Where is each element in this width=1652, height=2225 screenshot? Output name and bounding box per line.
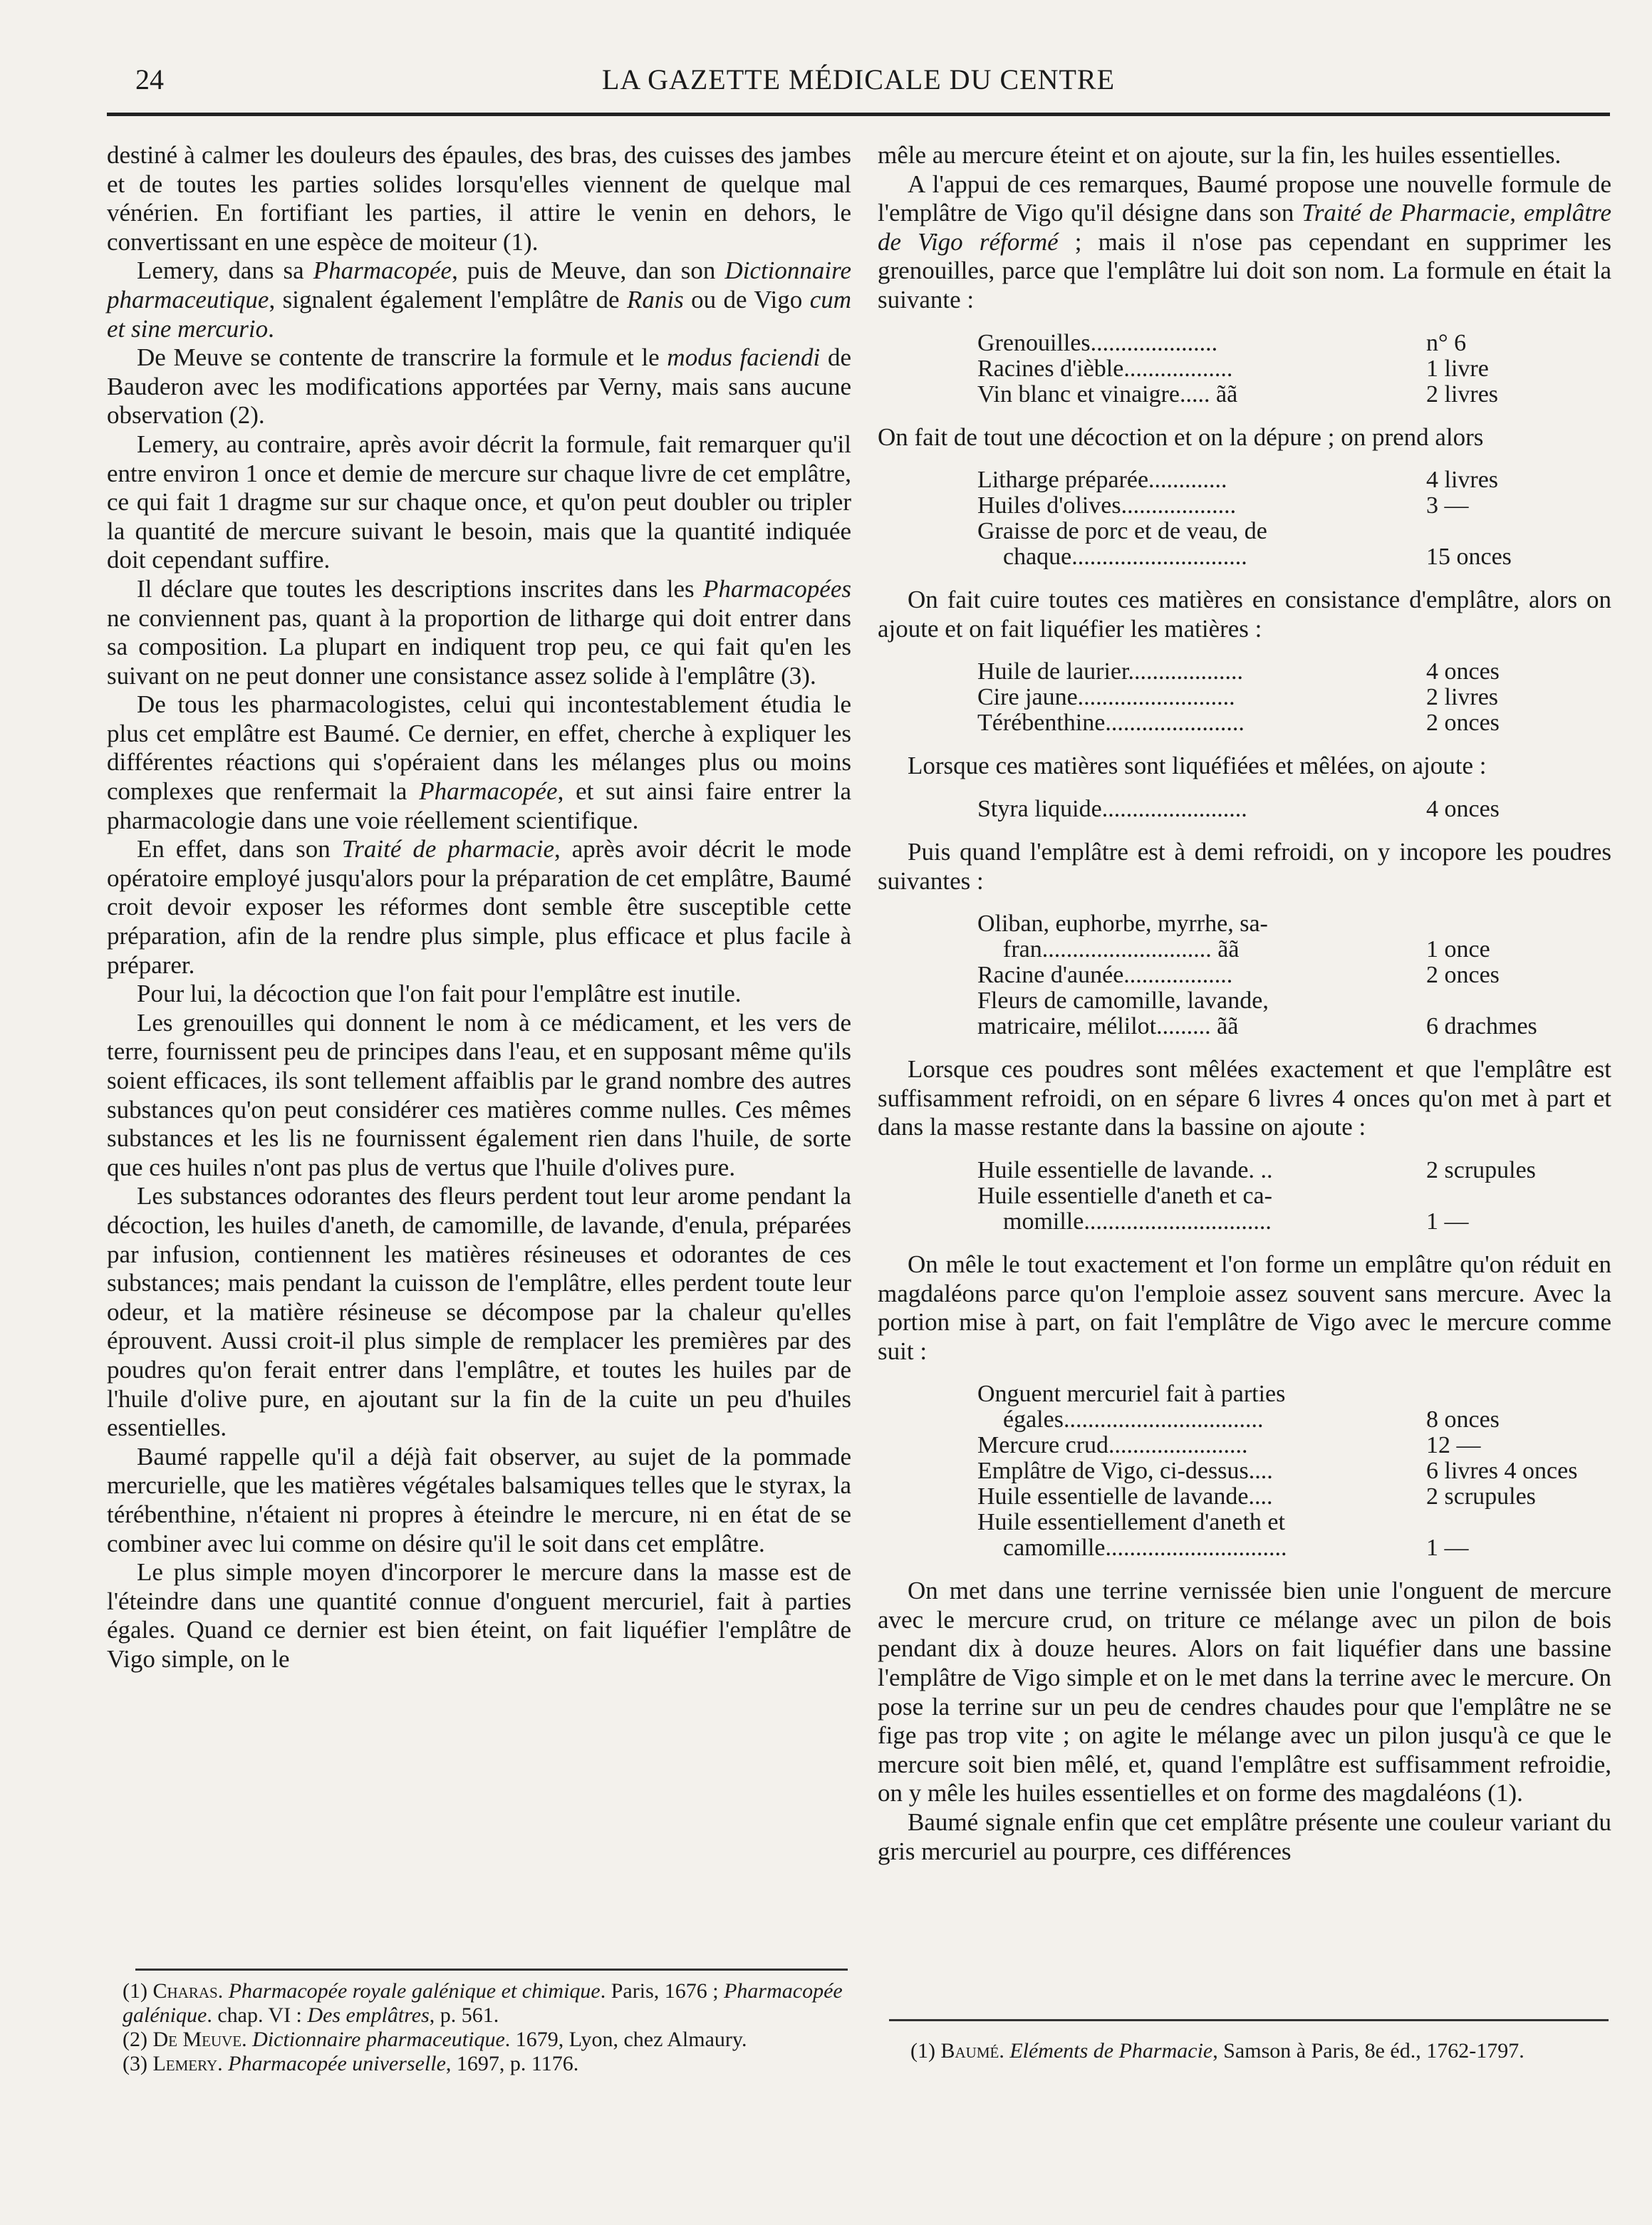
right-line-2: On fait cuire toutes ces matières en consistance d'emplâtre, alors on ajoute et on fait liquéfier les matières : [878, 586, 1611, 643]
recipe-row: Racine d'aunée.................. 2 onces [977, 962, 1500, 989]
recipe-block-2 [878, 467, 1611, 570]
left-footnote-rule [135, 1969, 848, 1971]
recipe-row: Onguent mercuriel fait à parties [977, 1381, 1286, 1408]
left-footnotes [123, 1979, 853, 2076]
recipe-row: Grenouilles..................... n° 6 [977, 329, 1467, 356]
footnote-1: (1) Charas. Pharmacopée royale galénique et chimique. Paris, 1676 ; Pharmacopée galénique. chap. VI : Des emplâtres, p. 561. [123, 1979, 843, 2027]
recipe-row: Styra liquide........................ 4 onces [977, 795, 1500, 822]
right-line-5: Lorsque ces poudres sont mêlées exactement et que l'emplâtre est suffisamment refroidi, on en sépare 6 livres 4 onces qu'on met à part et dans la masse restante dans la bassine on ajoute : [878, 1055, 1611, 1141]
recipe-row: camomille.............................. 1 — [1003, 1535, 1469, 1562]
page-number: 24 [135, 63, 164, 95]
recipe-row: Cire jaune.......................... 2 livres [977, 684, 1499, 711]
recipe-row: Fleurs de camomille, lavande, [977, 987, 1269, 1015]
recipe-row: Mercure crud....................... 12 — [977, 1432, 1481, 1459]
recipe-row: fran............................ ãã 1 once [1003, 936, 1490, 963]
footnote-2: (2) De Meuve. Dictionnaire pharmaceutique. 1679, Lyon, chez Almaury. [123, 2028, 747, 2051]
left-paragraph-4: Lemery, au contraire, après avoir décrit la formule, fait remarquer qu'il entre environ 1 once et demie de mercure sur chaque livre de cet emplâtre, ce qui fait 1 dragme sur sur chaque once, et qu'on peut doubler ou tripler la quantité de mercure suivant le besoin, mais que la quantité indiquée doit cependant suffire. [107, 430, 851, 574]
recipe-row: Huiles d'olives................... 3 — [977, 492, 1469, 519]
recipe-row: Huile essentielle de lavande. .. 2 scrupules [977, 1156, 1536, 1183]
recipe-row: Huile essentielle de lavande.... 2 scrupules [977, 1483, 1536, 1510]
recipe-block-3 [878, 659, 1611, 736]
left-paragraph-9: Les grenouilles qui donnent le nom à ce médicament, et les vers de terre, fournissent peu de principes dans l'eau, et en supposant même qu'ils soient efficaces, ils sont tellement affaiblis par le grand nombre des autres substances qu'on peut considérer ces matières comme nulles. Ces mêmes substances et les lis ne fournissent également rien dans l'huile, de sorte que ces huiles n'ont pas plus de vertus que l'huile d'olives pure. [107, 1008, 851, 1181]
recipe-row: Térébenthine....................... 2 onces [977, 710, 1500, 737]
right-paragraph-2: A l'appui de ces remarques, Baumé propose une nouvelle formule de l'emplâtre de Vigo qu'il désigne dans son Traité de Pharmacie, emplâtre de Vigo réformé ; mais il n'ose pas cependant en supprimer les grenouilles, parce que l'emplâtre lui doit son nom. La formule en était la suivante : [878, 170, 1611, 313]
recipe-row: Huile de laurier................... 4 onces [977, 658, 1500, 685]
left-paragraph-12: Le plus simple moyen d'incorporer le mercure dans la masse est de l'éteindre dans une quantité connue d'onguent mercuriel, fait à parties égales. Quand ce dernier est bien éteint, on fait liquéfier l'emplâtre de Vigo simple, on le [107, 1558, 851, 1673]
right-paragraph-4: On met dans une terrine vernissée bien unie l'onguent de mercure avec le mercure crud, on triture ce mélange avec un pilon de bois pendant dix à douze heures. Alors on fait liquéfier dans une bassine l'emplâtre de Vigo simple et on le met dans la terrine avec le mercure. On pose la terrine sur un peu de cendres chaudes pour que l'emplâtre ne se fige pas trop vite ; on agite le mélange avec un pilon jusqu'à ce que le mercure soit bien mêlé, et, quand l'emplâtre est suffisamment refroidie, on y mêle les huiles essentielles et on forme des magdaléons (1). [878, 1577, 1611, 1808]
right-paragraph-1: mêle au mercure éteint et on ajoute, sur la fin, les huiles essentielles. [878, 141, 1562, 169]
recipe-row: Vin blanc et vinaigre..... ãã 2 livres [977, 380, 1499, 408]
left-paragraph-5: Il déclare que toutes les descriptions inscrites dans les Pharmacopées ne conviennent pas, quant à la proportion de litharge qui doit entrer dans sa composition. La plupart en indiquent trop peu, ce qui fait qu'en les suivant on ne peut donner une consistance assez solide à l'emplâtre (3). [107, 574, 851, 690]
left-paragraph-6: De tous les pharmacologistes, celui qui incontestablement étudia le plus cet emplâtre est Baumé. Ce dernier, en effet, cherche à expliquer les différentes réactions qui s'opéraient dans les mélanges plus ou moins complexes que renfermait la Pharmacopée, et sut ainsi faire entrer la pharmacologie dans une voie réellement scientifique. [107, 690, 851, 834]
recipe-block-1 [878, 331, 1611, 408]
recipe-row: Huile essentielle d'aneth et ca- [977, 1182, 1272, 1209]
recipe-row: Emplâtre de Vigo, ci-dessus.... 6 livres 4 onces [977, 1458, 1578, 1485]
left-paragraph-2: Lemery, dans sa Pharmacopée, puis de Meuve, dan son Dictionnaire pharmaceutique, signalent également l'emplâtre de Ranis ou de Vigo cum et sine mercurio. [107, 256, 851, 343]
left-paragraph-7: En effet, dans son Traité de pharmacie, après avoir décrit le mode opératoire employé jusqu'alors pour la préparation de cet emplâtre, Baumé croit devoir exposer les réformes dont semble être susceptible cette préparation, afin de la rendre plus simple, plus efficace et plus facile à préparer. [107, 835, 851, 979]
footnote-3: (3) Lemery. Pharmacopée universelle, 1697, p. 1176. [123, 2052, 579, 2075]
recipe-row: égales................................. 8 onces [1003, 1406, 1500, 1433]
recipe-row: chaque............................. 15 onces [1003, 544, 1512, 571]
recipe-block-6 [878, 1158, 1611, 1235]
right-line-4: Puis quand l'emplâtre est à demi refroidi, on y incopore les poudres suivantes : [878, 837, 1611, 895]
recipe-row: Racines d'ièble.................. 1 livre [977, 355, 1489, 382]
right-line-1: On fait de tout une décoction et on la dépure ; on prend alors [878, 422, 1484, 451]
journal-title: LA GAZETTE MÉDICALE DU CENTRE [601, 63, 1115, 95]
right-footnote-rule [889, 2019, 1609, 2021]
right-paragraph-5: Baumé signale enfin que cet emplâtre présente une couleur variant du gris mercuriel au pourpre, ces différences [878, 1808, 1611, 1865]
header-rule [107, 113, 1610, 116]
recipe-row: momille............................... 1 — [1003, 1208, 1469, 1235]
recipe-block-7 [878, 1381, 1611, 1561]
recipe-row: Litharge préparée............. 4 livres [977, 467, 1499, 494]
right-footnote: (1) Baumé. Eléments de Pharmacie, Samson à Paris, 8e éd., 1762-1797. [910, 2039, 1524, 2063]
left-paragraph-10: Les substances odorantes des fleurs perdent tout leur arome pendant la décoction, les huiles d'aneth, de camomille, de lavande, d'enula, préparées par infusion, contiennent les matières résineuses et odorantes de ces substances; mais pendant la cuisson de l'emplâtre, elles perdent toute leur odeur, et la matière résineuse se décompose par la chaleur qu'elles éprouvent. Aussi croit-il plus simple de remplacer les premières par des poudres qu'on ferait entrer dans l'emplâtre, et toutes les huiles par de l'huile d'olive pure, en ajoutant sur la fin de la cuite un peu d'huiles essentielles. [107, 1182, 851, 1442]
recipe-block-4 [878, 797, 1611, 822]
recipe-row: Huile essentiellement d'aneth et [977, 1509, 1285, 1536]
right-column [878, 141, 1611, 1866]
right-paragraph-3: On mêle le tout exactement et l'on forme un emplâtre qu'on réduit en magdaléons parce qu'on l'emploie assez souvent sans mercure. Avec la portion mise à part, on fait l'emplâtre de Vigo avec le mercure comme suit : [878, 1250, 1611, 1365]
left-paragraph-11: Baumé rappelle qu'il a déjà fait observer, au sujet de la pommade mercurielle, que les matières végétales balsamiques telles que le styrax, la térébenthine, n'étaient ni propres à éteindre le mercure, ni en état de se combiner avec lui comme on désire qu'il le soit dans cet emplâtre. [107, 1442, 851, 1557]
left-paragraph-1: destiné à calmer les douleurs des épaules, des bras, des cuisses des jambes et de toutes les parties solides lorsqu'elles viennent de quelque mal vénérien. En fortifiant les parties, il attire le venin en dehors, le convertissant en une espèce de moiteur (1). [107, 141, 851, 256]
recipe-row: Graisse de porc et de veau, de [977, 518, 1267, 545]
recipe-row: matricaire, mélilot......... ãã 6 drachmes [977, 1013, 1537, 1040]
right-line-3: Lorsque ces matières sont liquéfiées et mêlées, on ajoute : [908, 752, 1487, 780]
recipe-row: Oliban, euphorbe, myrrhe, sa- [977, 911, 1268, 938]
left-paragraph-3: De Meuve se contente de transcrire la formule et le modus faciendi de Bauderon avec les modifications apportées par Verny, mais sans aucune observation (2). [107, 343, 851, 430]
left-paragraph-8: Pour lui, la décoction que l'on fait pour l'emplâtre est inutile. [137, 980, 742, 1008]
recipe-block-5 [878, 911, 1611, 1039]
running-header [107, 63, 1610, 105]
left-column [107, 141, 851, 1674]
